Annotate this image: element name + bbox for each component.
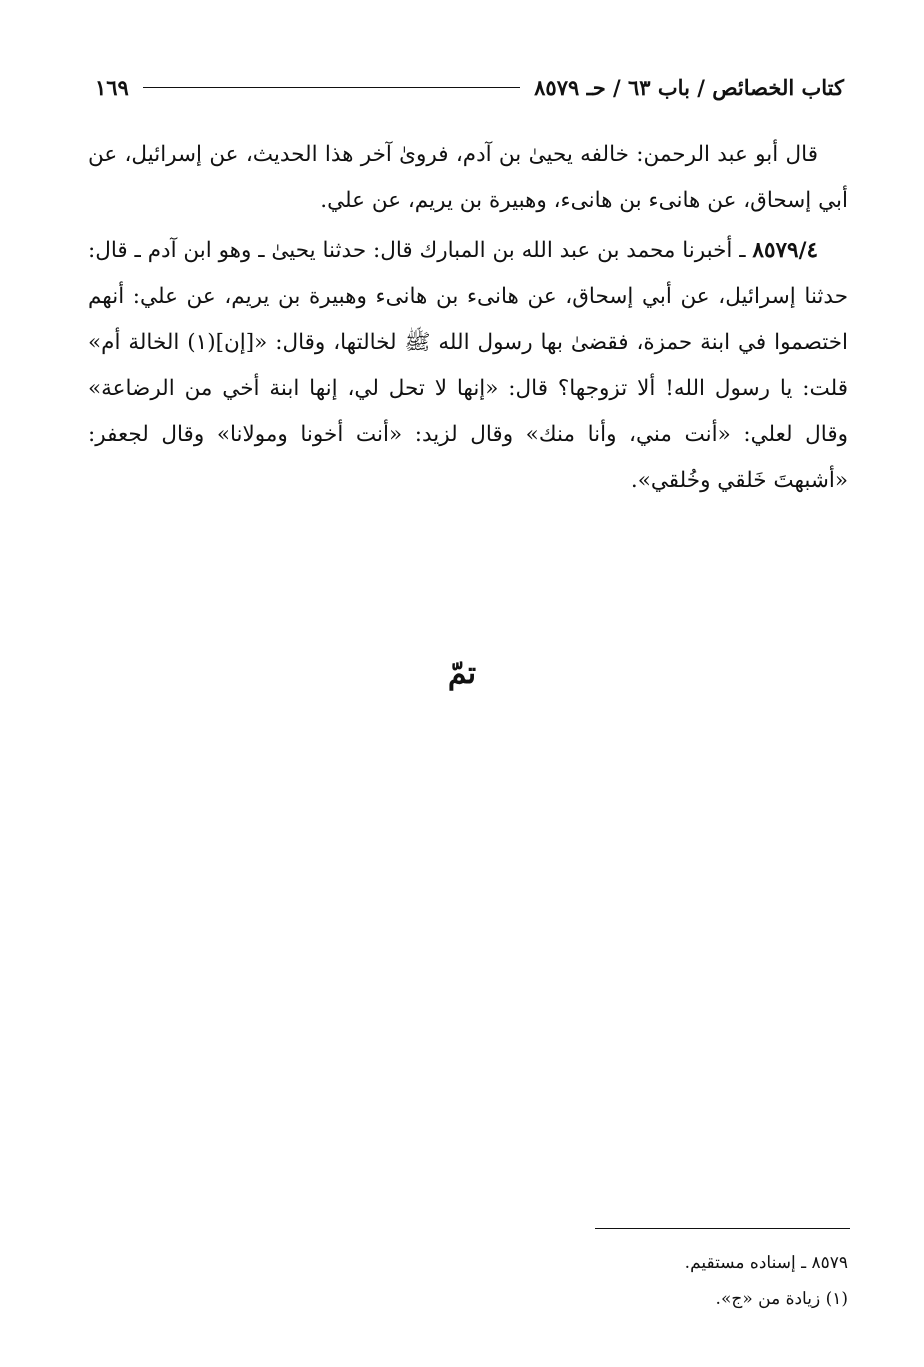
footnotes	[348, 1245, 848, 1317]
paragraph-commentary: قال أبو عبد الرحمن: خالفه يحيىٰ بن آدم، فروىٰ آخر هذا الحديث، عن إسرائيل، عن أبي إسحاق، عن هانىء بن هانىء، وهبيرة بن يريم، عن علي.	[88, 142, 848, 213]
header-rule	[143, 87, 520, 88]
footnote-grading: ٨٥٧٩ ـ إسناده مستقيم.	[684, 1253, 848, 1273]
end-mark: تمّ	[447, 656, 477, 691]
running-header	[95, 70, 844, 104]
main-text	[88, 132, 848, 504]
running-title: كتاب الخصائص / باب ٦٣ / حـ ٨٥٧٩	[534, 74, 844, 100]
hadith-text: ـ أخبرنا محمد بن عبد الله بن المبارك قال: حدثنا يحيىٰ ـ وهو ابن آدم ـ قال: حدثنا إسرائيل، عن أبي إسحاق، عن هانىء بن هانىء وهبيرة بن يريم، عن علي: أنهم اختصموا في ابنة حمزة، فقضىٰ بها رسول الله ﷺ لخالتها، وقال: «[إن](١) الخالة أم» قلت: يا رسول الله! ألا تزوجها؟ قال: «إنها لا تحل لي، إنها ابنة أخي من الرضاعة» وقال لعلي: «أنت مني، وأنا منك» وقال لزيد: «أنت أخونا ومولانا» وقال لجعفر: «أشبهتَ خَلقي وخُلقي».	[88, 238, 849, 493]
page-number: ١٦٩	[95, 74, 129, 100]
footnote-1: (١) زيادة من «ج».	[715, 1289, 848, 1309]
paragraph-hadith	[88, 228, 848, 504]
hadith-number: ٨٥٧٩/٤	[752, 238, 818, 263]
footnote-rule	[595, 1228, 850, 1229]
